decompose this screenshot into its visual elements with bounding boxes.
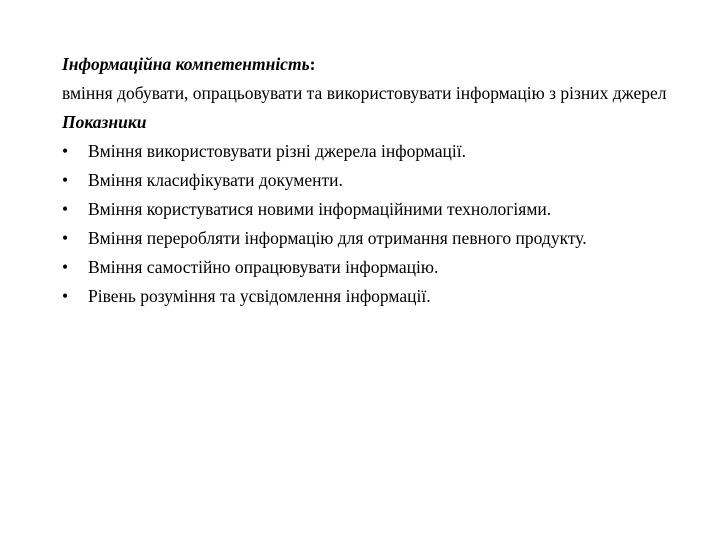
bullet-icon: • [62, 228, 69, 248]
definition-text: вміння добувати, опрацьовувати та використовувати інформацію з різних джерел [62, 83, 667, 103]
bullet-icon: • [62, 170, 69, 190]
list-item-text: Вміння переробляти інформацію для отримання певного продукту. [88, 228, 587, 248]
bullet-icon: • [62, 286, 69, 306]
list-item-text: Вміння самостійно опрацювувати інформацію. [88, 257, 439, 277]
bullet-icon: • [62, 141, 69, 161]
heading-colon: : [309, 54, 316, 74]
heading-title: Інформаційна компетентність [62, 54, 310, 74]
list-item-text: Вміння використовувати різні джерела інформації. [88, 141, 466, 161]
heading-line [62, 50, 682, 79]
list-item [62, 166, 682, 195]
bullet-icon: • [62, 257, 69, 277]
list-item [62, 137, 682, 166]
slide-content [62, 50, 682, 311]
list-item [62, 253, 682, 282]
list-item-text: Рівень розуміння та усвідомлення інформації. [88, 286, 431, 306]
indicators-title: Показники [62, 112, 147, 132]
bullet-icon: • [62, 199, 69, 219]
list-item [62, 224, 682, 253]
list-item [62, 282, 682, 311]
list-item-text: Вміння класифікувати документи. [88, 170, 343, 190]
indicators-list [62, 137, 682, 311]
list-item [62, 195, 682, 224]
list-item-text: Вміння користуватися новими інформаційними технологіями. [88, 199, 552, 219]
